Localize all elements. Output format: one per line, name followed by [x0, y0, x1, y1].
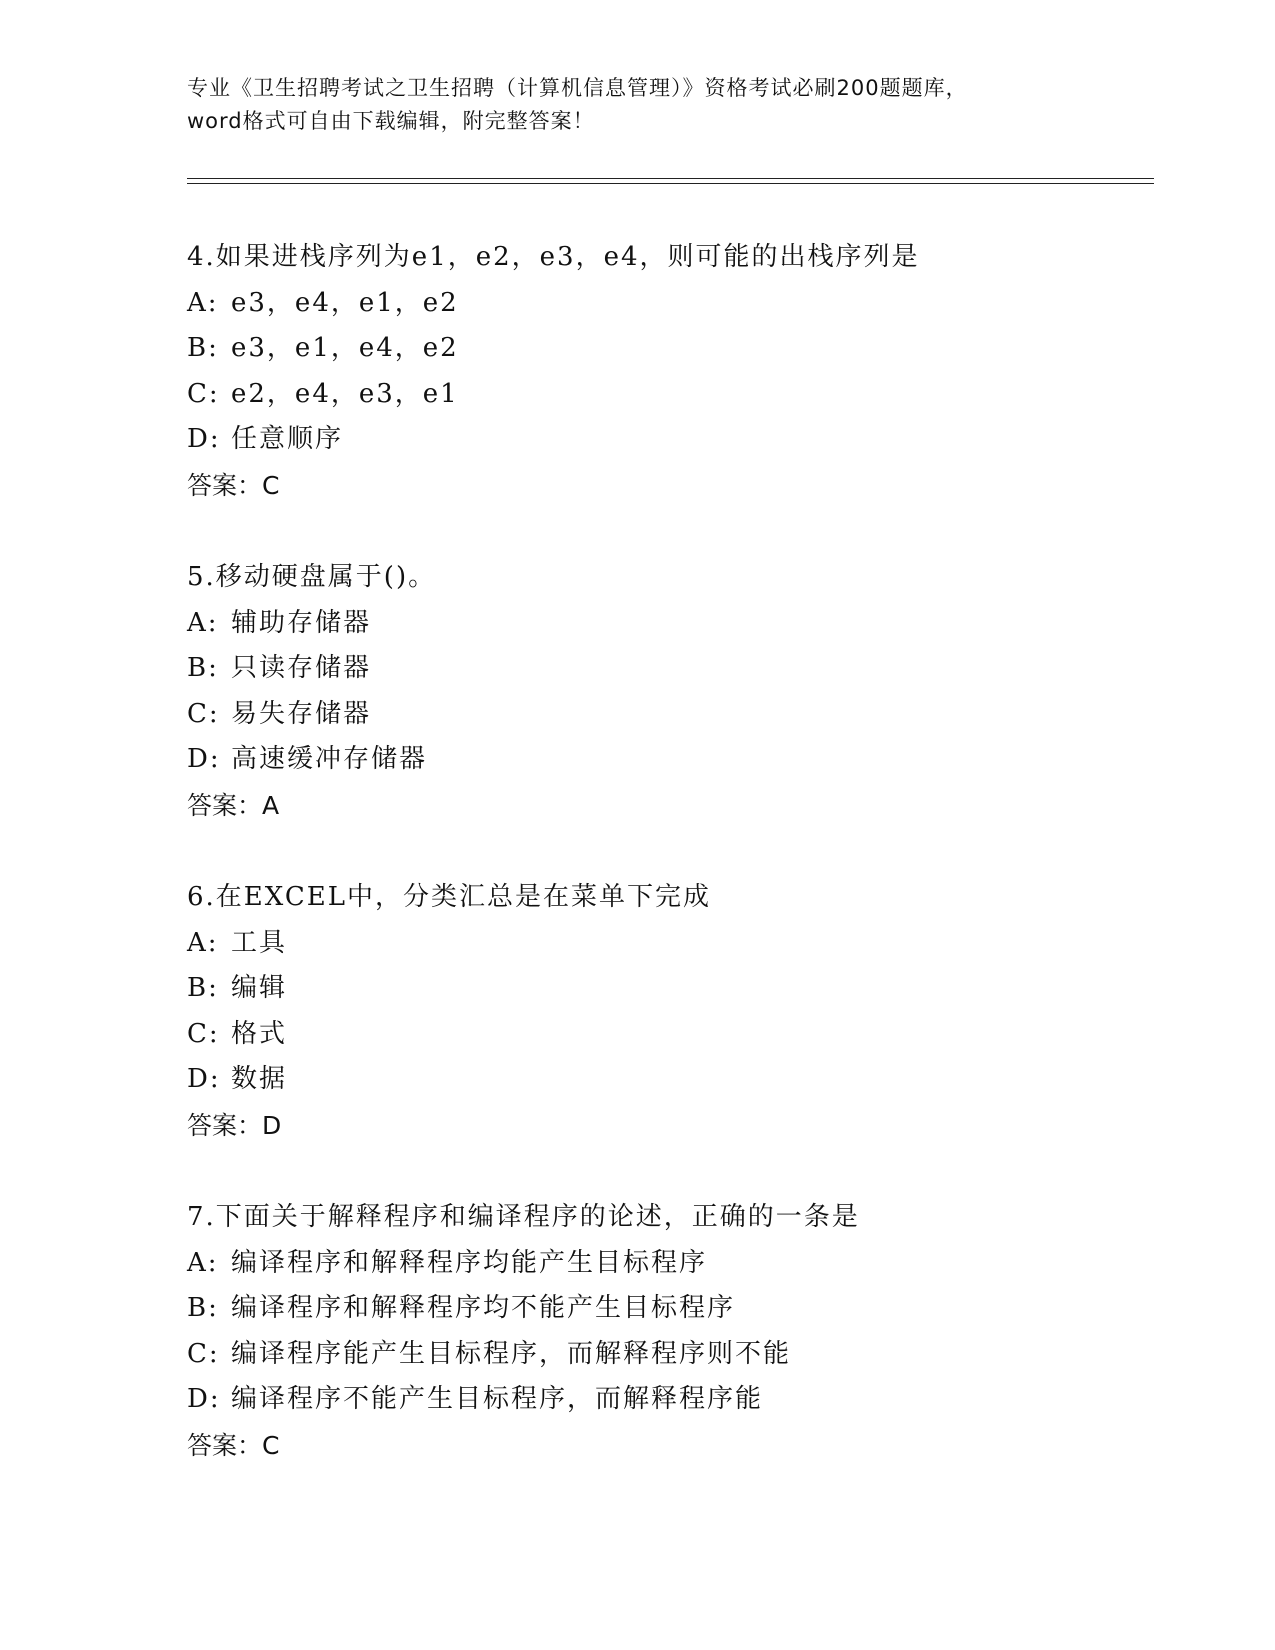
option-letter: B: — [187, 333, 219, 363]
answer-line: 答案：A — [187, 790, 280, 820]
option-letter: D: — [187, 1384, 221, 1414]
option-letter: D: — [187, 424, 221, 454]
option-text: e3，e1，e4，e2 — [231, 333, 459, 363]
option-letter: D: — [187, 744, 221, 774]
question-7 — [187, 1195, 1147, 1468]
option-text: e3，e4，e1，e2 — [231, 287, 459, 318]
option-letter: C: — [187, 1018, 220, 1049]
option-text: 只读存储器 — [231, 653, 372, 683]
option-text: 编译程序不能产生目标程序，而解释程序能 — [231, 1384, 764, 1414]
option-letter: B: — [187, 973, 219, 1003]
option-letter: A: — [187, 927, 219, 958]
option-d — [187, 1377, 1147, 1423]
option-letter: D: — [187, 1064, 221, 1094]
option-letter: C: — [187, 698, 220, 729]
option-b — [187, 326, 1147, 372]
option-letter: C: — [187, 1338, 220, 1369]
option-b — [187, 966, 1147, 1012]
option-letter: B: — [187, 1293, 219, 1323]
option-c — [187, 692, 1147, 738]
option-text: 数据 — [231, 1064, 288, 1094]
option-a — [187, 1241, 1147, 1287]
option-text: e2，e4，e3，e1 — [231, 378, 459, 409]
option-letter: C: — [187, 378, 220, 409]
option-d — [187, 1057, 1147, 1103]
document-header — [187, 72, 1087, 138]
header-line-1: 专业《卫生招聘考试之卫生招聘（计算机信息管理）》资格考试必刷200题题库， — [187, 76, 968, 100]
option-c — [187, 1332, 1147, 1378]
question-title: 7.下面关于解释程序和编译程序的论述，正确的一条是 — [187, 1202, 860, 1232]
option-letter: A: — [187, 287, 219, 318]
option-a — [187, 601, 1147, 647]
option-text: 辅助存储器 — [231, 607, 372, 638]
option-text: 编辑 — [231, 973, 288, 1003]
option-d — [187, 417, 1147, 463]
answer-line: 答案：D — [187, 1110, 282, 1140]
option-text: 编译程序能产生目标程序，而解释程序则不能 — [231, 1338, 792, 1369]
option-text: 工具 — [231, 927, 288, 958]
option-text: 任意顺序 — [231, 424, 344, 454]
option-text: 易失存储器 — [231, 698, 372, 729]
option-b — [187, 646, 1147, 692]
option-c — [187, 1012, 1147, 1058]
option-d — [187, 737, 1147, 783]
header-line-2: word格式可自由下载编辑，附完整答案！ — [187, 109, 595, 133]
option-a — [187, 921, 1147, 967]
question-title: 4.如果进栈序列为e1，e2，e3，e4，则可能的出栈序列是 — [187, 242, 920, 272]
header-divider-top — [187, 178, 1154, 179]
option-text: 高速缓冲存储器 — [231, 744, 428, 774]
option-text: 编译程序和解释程序均不能产生目标程序 — [231, 1293, 736, 1323]
option-letter: B: — [187, 653, 219, 683]
question-title: 6.在EXCEL中，分类汇总是在菜单下完成 — [187, 882, 711, 912]
question-list — [187, 235, 1147, 1515]
question-5 — [187, 555, 1147, 828]
option-c — [187, 372, 1147, 418]
question-4 — [187, 235, 1147, 508]
option-letter: A: — [187, 607, 219, 638]
option-b — [187, 1286, 1147, 1332]
question-title: 5.移动硬盘属于()。 — [187, 562, 437, 592]
option-text: 编译程序和解释程序均能产生目标程序 — [231, 1247, 708, 1278]
option-a — [187, 281, 1147, 327]
option-text: 格式 — [231, 1018, 288, 1049]
question-6 — [187, 875, 1147, 1148]
option-letter: A: — [187, 1247, 219, 1278]
answer-line: 答案：C — [187, 1430, 280, 1460]
header-divider-bottom — [187, 183, 1154, 184]
answer-line: 答案：C — [187, 470, 280, 500]
